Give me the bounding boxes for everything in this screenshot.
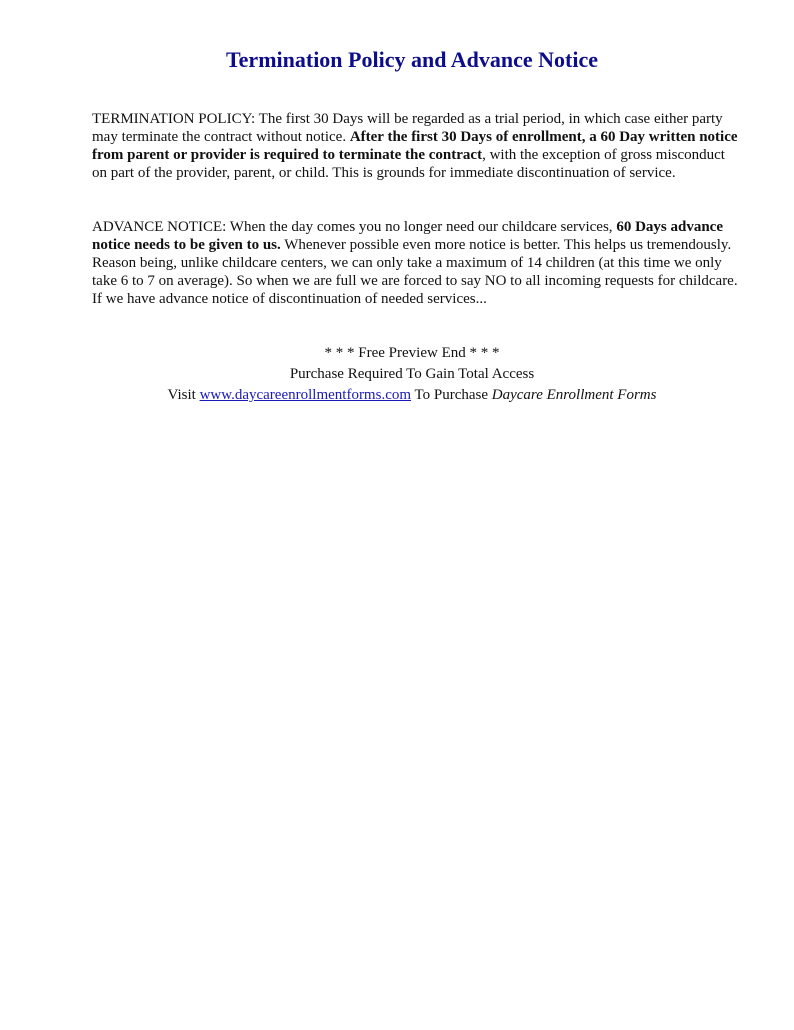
- website-link[interactable]: www.daycareenrollmentforms.com: [199, 387, 412, 403]
- preview-footer: [0, 343, 794, 406]
- termination-policy-bold-text: After the first 30 Days of enrollment, a 60 Day written notice from parent or provider is required to terminate the contract: [92, 129, 738, 163]
- termination-policy-text-1: TERMINATION POLICY: The first 30 Days will be regarded as a trial period, in which case either party may terminate the contract without notice.: [92, 111, 723, 145]
- advance-notice-bold-text: 60 Days advance notice needs to be given to us.: [92, 219, 723, 253]
- termination-policy-text-2: , with the exception of gross misconduct on part of the provider, parent, or child. This is grounds for immediate discontinuation of service.: [92, 147, 725, 181]
- visit-line: [0, 385, 794, 406]
- advance-notice-text-1: ADVANCE NOTICE: When the day comes you no longer need our childcare services,: [92, 219, 617, 235]
- termination-policy-paragraph: [92, 110, 742, 182]
- advance-notice-text-2: Whenever possible even more notice is better. This helps us tremendously. Reason being, unlike childcare centers, we can only take a maximum of 14 children (at this time we only take 6 to 7 on average). So when we are full we are forced to say NO to all incoming requests for childcare. If we have advance notice of discontinuation of needed services...: [92, 237, 738, 307]
- purchase-required-notice: Purchase Required To Gain Total Access: [289, 366, 535, 382]
- product-name: Daycare Enrollment Forms: [491, 387, 657, 403]
- advance-notice-paragraph: [92, 218, 742, 308]
- page-title: Termination Policy and Advance Notice: [226, 47, 598, 72]
- preview-end-notice: * * * Free Preview End * * *: [324, 345, 500, 361]
- visit-middle: To Purchase: [411, 387, 492, 403]
- visit-prefix: Visit: [167, 387, 200, 403]
